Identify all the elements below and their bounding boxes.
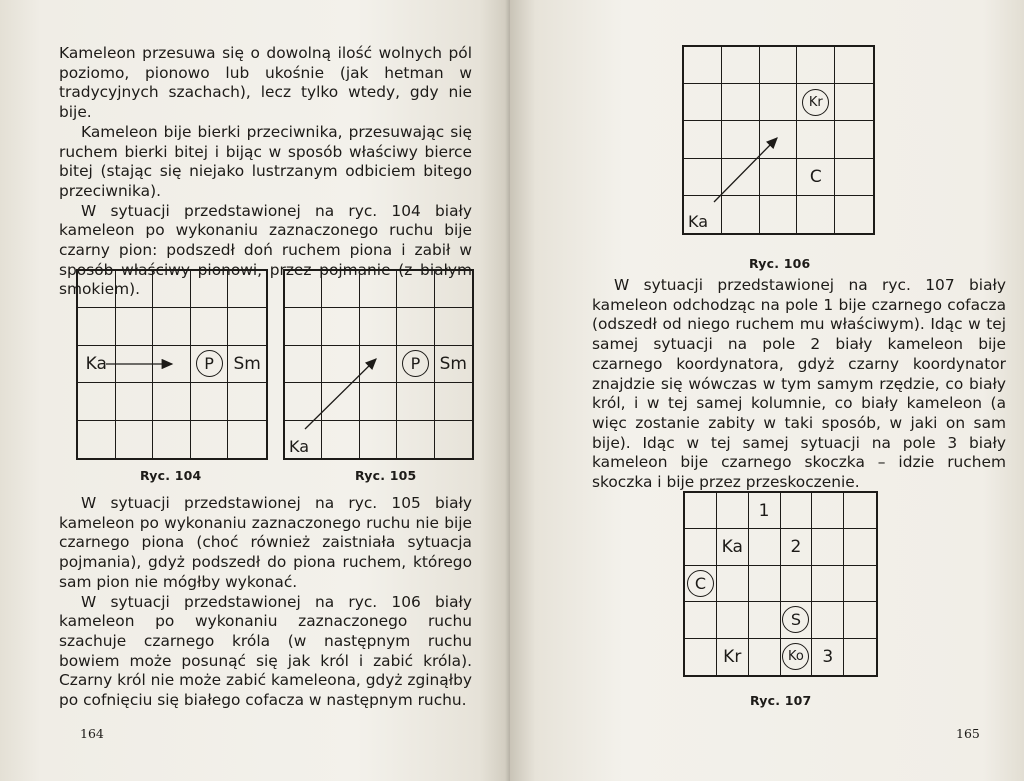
board-cell <box>781 602 813 638</box>
piece-smok: Sm <box>439 353 467 374</box>
paragraph: Kameleon przesuwa się o dowolną ilość wolnych pól poziomo, pionowo lub ukośnie (jak hetman w tradycyjnych szachach), lecz tylko wtedy, gdy nie bije. <box>59 44 472 122</box>
page-number: 165 <box>956 726 980 741</box>
left-page <box>0 0 510 781</box>
board-cell <box>397 346 434 383</box>
piece-pion: P <box>402 350 429 377</box>
board-cell <box>285 421 322 458</box>
board-cell <box>717 529 749 565</box>
left-bottom-text <box>59 494 472 711</box>
page-number: 164 <box>80 726 104 741</box>
board-cell <box>797 84 835 121</box>
board-cell <box>78 346 116 383</box>
paragraph: W sytuacji przedstawionej na ryc. 105 biały kameleon po wykonaniu zaznaczonego ruchu nie bije czarnego piona (choć również zaistniała sytuacja pojmania), gdyż podszedł do piona ruchem, którego sam pion nie mógłby wykonać. <box>59 494 472 591</box>
board-cell <box>781 639 813 675</box>
figure-caption: Ryc. 107 <box>750 693 812 708</box>
board-cell <box>685 566 717 602</box>
piece-pion: P <box>196 350 223 377</box>
piece-skoczek: S <box>782 606 809 633</box>
board-cell <box>812 639 844 675</box>
board-cell <box>684 196 722 233</box>
field-label: 1 <box>758 500 770 521</box>
left-top-text <box>59 44 472 300</box>
piece-smok: Sm <box>233 353 261 374</box>
field-label: 2 <box>790 537 802 558</box>
piece-kameleon: Ka <box>85 353 107 374</box>
board-cell <box>797 159 835 196</box>
paragraph: W sytuacji przedstawionej na ryc. 106 biały kameleon po wykonaniu zaznaczonego ruchu szachuje czarnego króla (w następnym ruchu bowiem może posunąć się jak król i zabić króla). Czarny król nie może zabić kameleona, gdyż zginąłby po cofnięciu się białego cofacza w następnym ruchu. <box>59 592 472 710</box>
board-cell <box>228 346 266 383</box>
board-cell <box>781 529 813 565</box>
figure-caption: Ryc. 106 <box>749 256 811 271</box>
chess-diagram-105 <box>283 269 474 460</box>
piece-kameleon: Ka <box>289 437 310 456</box>
board-cell <box>717 639 749 675</box>
figure-caption: Ryc. 105 <box>355 468 417 483</box>
piece-kameleon: Ka <box>721 537 743 558</box>
piece-cofacz: C <box>809 166 822 187</box>
paragraph: Kameleon bije bierki przeciwnika, przesuwając się ruchem bierki bitej i bijąc w sposób właściwy bierce bitej (stając się niejako lustrzanym odbiciem bitego przeciwnika). <box>59 122 472 200</box>
board-cell <box>435 346 472 383</box>
piece-cofacz: C <box>687 570 714 597</box>
chess-diagram-106 <box>682 45 875 235</box>
chess-diagram-104 <box>76 269 268 460</box>
right-text <box>592 276 1006 493</box>
piece-krol: Kr <box>723 646 742 667</box>
paragraph: W sytuacji przedstawionej na ryc. 107 biały kameleon odchodząc na pole 1 bije czarnego cofacza (odszedł od niego ruchem mu właściwym). Idąc w tej samej sytuacji na pole 2 biały kameleon bije czarnego koordynatora, gdyż czarny koordynator znajdzie się wówczas w tym samym rzędzie, co biały król, i w tej samej kolumnie, co biały kameleon (a więc zostanie zabity w taki sposób, w jaki on sam bije). Idąc w tej samej sytuacji na pole 3 biały kameleon bije czarnego skoczka – idzie ruchem skoczka i bije przez przeskoczenie. <box>592 276 1006 492</box>
chess-diagram-107 <box>683 491 878 677</box>
field-label: 3 <box>822 646 834 667</box>
right-page <box>510 0 1024 781</box>
board-cell <box>749 493 781 529</box>
piece-kameleon: Ka <box>688 212 709 231</box>
piece-koordynator: Ko <box>782 643 809 670</box>
figure-caption: Ryc. 104 <box>140 468 202 483</box>
piece-krol: Kr <box>802 89 829 116</box>
paragraph: W sytuacji przedstawionej na ryc. 104 biały kameleon po wykonaniu zaznaczonego ruchu bije czarny pion: podszedł doń ruchem piona i zabił w sposób właściwy pionowi, przez pojmanie (z białym smokiem). <box>59 201 472 299</box>
board-cell <box>191 346 229 383</box>
